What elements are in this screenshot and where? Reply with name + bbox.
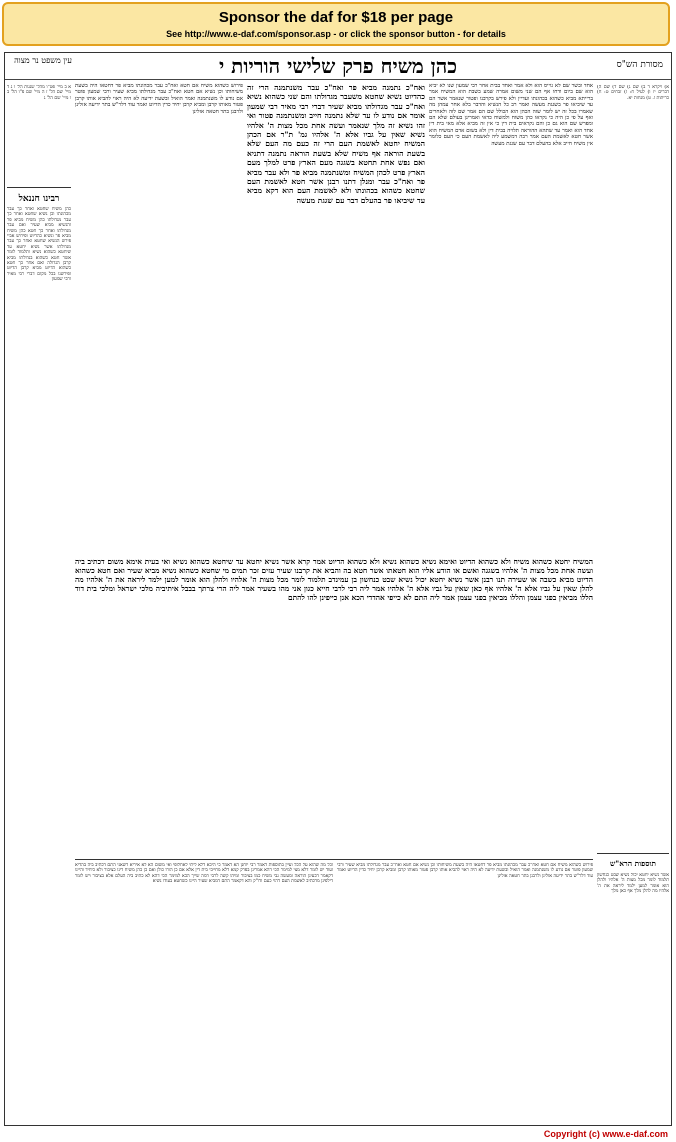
sponsor-title[interactable]: Sponsor the daf for $18 per page <box>218 9 454 26</box>
commentary-bottom-right: פירוש כשהוא משיח אם חטא ואח"כ עבר מכהונתו מביא פר דחטאו היה בשעת משיחותו וכן נשיא אם חטא ואח"כ עבר מגדולתו מביא שעיר ורבי שמעון פוטר אם נודע לו משנתמנה ואמר הואיל ובשעת ידיעה לא היה ראוי להביא אותו קרבן פטור מאותו קרבן ומביא קרבן יחיד כדין הדיוט ואמר עוד דלר"ש בתר ידיעה אזלינן ולרבנן בתר חטאה אזלינן <box>337 863 593 879</box>
page-title: כהן משיח פרק שלישי הוריות י <box>218 54 458 78</box>
inner-page <box>75 83 593 1123</box>
tosafot-harosh-heading: תוספות הרא"ש <box>610 859 656 868</box>
left-gutter <box>5 83 73 1123</box>
masoret-heading: מסורת הש"ס <box>616 60 663 70</box>
rashi-column: אחד ובשר שם לא גוייס הוא ולא אמר ואחד בבית אחר רבי שמעון שנו לא יביא הוא שם ביום ודחו אף הם שני משום אמרה שמע בשבת הוא המשיח אמר ברייתא מביא כשהוא בכהונתו ועדיין ולא פירש בקרבנו ופטור שנאמר אשר הם עד שיביאו פר בשגגת מעשה ואמר רב כל הנשיא והדבר בלא אחר עמהן מה שאמרו בכל זה יש לומר שזה הכהן הוא הכולל שם הם אמר שם לזה ולאחרים ואף על פי כן היה כי נקראו כהן משוח ולמשוח כדאי ואמרינן בעולם שלא הם ומפרש שם הוא גם כן והם נקראים בית דין כי אין זה מביא אלא מאי בית דין אחד הוא ואמר עד שתהא ההוראה תלויה בבית דין ולא בשום אדם המשיח הוא אשר חטא לאשמת העם אמר רבה דמשמע ליה לאשמת העם כי העם כלומר אין משיח חייב אלא בהעלם דבר עם שגגת מעשה <box>429 83 593 147</box>
page-header <box>5 53 671 80</box>
copyright-link[interactable]: Copyright (c) www.e-daf.com <box>543 1129 668 1139</box>
talmud-page <box>4 52 672 1126</box>
divider <box>75 859 593 860</box>
rabbeinu-chananel-heading: רבינו חננאל <box>18 194 60 204</box>
rabbeinu-chananel-text: כהן משיח שחטא ואחר כך עבר מכהונתו וכן נשיא שחטא ואחר כך עבר מגדולתו כהן משיח מביא פר והנשיא מביא שעיר ואם עבר מגדולתו ואחר כך חטא כהן משיח מביא פר ונשיא כהדיוט ופירוש אביי פירש הנשיא שחטא ואחר כך עבר מגדולתו אשר נשיא יחטא עד שיחטא כשהוא נשיא ותלמוד לומר אשר חטא כשהוא בגדולתו מביא קרבן הגדולה ואם אחר כך חטא כשהוא הדיוט מביא קרבן הדיוט ופירשנו בכל מקום דברי רבי מאיר ורבי שמעון <box>7 207 71 283</box>
ein-mishpat-heading: עין משפט נר מצוה <box>14 56 72 65</box>
ein-mishpat-text: א ב מיי' פט"ו מהל' שגגות הל' ו ג ד מיי' שם הל' ז ה מיי' שם פ"ו הל' ב ו מיי' שם הל' ג <box>7 85 71 101</box>
right-gutter <box>595 83 671 1123</box>
masoret-text: א) ויקרא ד ב) שם ג) שם ד) שם ה) דברים יז ו) לעיל ח: ז) זבחים ט: ח) כריתות ז. ט) מנחות יא. <box>597 85 669 101</box>
gemara-text: ואח"כ נתמנה מביא פר ואח"כ עבר משנתמנה הרי זה כהדיוט נשיא שחטא משעבר מגדולתו והם שני כשהוא נשיא ואח"כ עבר מגדולתו מביא שעיר דברי רבי מאיר רבי שמעון אומר אם נודע לו עד שלא נתמנה חייב ומשנתמנה פטור ואי זהו נשיא זה מלך שנאמר ועשה אחת מכל מצות ה' אלהיו נשיא שאין על גביו אלא ה' אלהיו גמ' ת"ר אם הכהן המשיח יחטא לאשמת העם הרי זה כעם מה העם שלא בשעת הוראה אף משיח שלא בשעת הוראה נתמנה דתניא ואם נפש אחת תחטא בשגגה מעם הארץ פרט למלך מעם הארץ פרט לכהן המשיח ומשנתמנה מביא פר ולא עבר מביא פר ואח"כ עבר ומנלן דתנו רבנן אשר חטא לאשמת העם שחטא כשהוא בכהונתו ולא לאשמת העם הוא דקא מביא עד שיביאו פר בהעלם דבר עם שגגת מעשה <box>247 83 425 205</box>
sponsor-banner[interactable] <box>2 2 670 46</box>
gemara-text-lower: המשיח יחטא כשהוא משיח ולא כשהוא הדיוט ואימא נשיא כשהוא נשיא ולא כשהוא הדיוט אמר קרא אשר נשיא יחטא עד שיחטא כשהוא נשיא ואי בעית אימא משום דכתיב ביה ועשה אחת מכל מצות ה' אלהיו בשגגה ואשם או הודע אליו הוא חטאתו אשר חטא בה והביא את קרבנו שעיר עזים זכר תמים מי שחטא כשהוא נשיא מביא שעיר ואם חטא כשהוא הדיוט מביא כשבה או שעירה תנו רבנן אשר נשיא יחטא יכול נשיא שבט כנחשון בן עמינדב תלמוד לומר מכל מצות ה' אלהיו ולהלן הוא אומר למען ילמד ליראה את ה' אלהיו מה להלן שאין על גביו אלא ה' אלהיו אף כאן שאין על גביו אלא ה' אלהיו אמר ליה רבי לרבי חייא כגון אני מהו בשעיר אמר ליה הרי צרתך בבבל איתיביה מלכי ישראל ומלכי בית דוד הללו מביאין בפני עצמן והללו מביאין בפני עצמן אמר ליה התם לא כייפי אהדדי הכא אנן כייפינן להו להתם <box>75 557 593 603</box>
tosafot-text: וכל מה שהוא על הכל ועיין בתוספות דאמר רבי יוחנן הא דאמר כי היכא דלא ליתי לאחלופי ואי משום הא לא איריא דשאני התם דכתיב ביה בהדיא ועוד יש לומר דלא מצי למימר הכי דהא אמרינן בפרק קמא דלא מחייבי בית דין אלא אם כן הורו כולן ואם כן כהן משיח דינו כציבור ולא כיחיד והיינו דקאמר דבעינן הוראה ומעשה גבי משיח כמו בציבור ומיהו קשה לרבי דמה שייך הכא למימר הכי דהא לא כתיב ביה העלם אלא בציבור ויש לומר דילפינן מדכתיב לאשמת העם דהוי כעם ודו"ק והא דקאמר התם דמביא שעיר היינו כשחטא בעודו נשיא <box>75 863 333 885</box>
divider <box>597 853 669 854</box>
commentary-column-left: פירוש כשהוא משיח אם חטא ואח"כ עבר מכהונתו מביא פר דחטאו היה בשעת משיחותו וכן נשיא אם חטא ואח"כ עבר מגדולתו מביא שעיר ורבי שמעון פוטר אם נודע לו משנתמנה ואמר הואיל ובשעת ידיעה לא היה ראוי להביא אותו קרבן פטור מאותו קרבן ומביא קרבן יחיד כדין הדיוט ואמר עוד דלר"ש בתר ידיעה אזלינן ולרבנן בתר חטאה אזלינן <box>75 83 243 115</box>
tosafot-harosh-text: אשר נשיא יחטא יכול נשיא שבט כנחשון תלמוד לומר מכל מצות ה' אלהיו ולהלן הוא אומר למען ילמד ליראה את ה' אלהיו מה להלן מלך אף כאן מלך <box>597 873 669 895</box>
divider <box>7 187 71 188</box>
sponsor-subtitle: See http://www.e-daf.com/sponsor.asp - or click the sponsor button - for details <box>166 29 506 39</box>
